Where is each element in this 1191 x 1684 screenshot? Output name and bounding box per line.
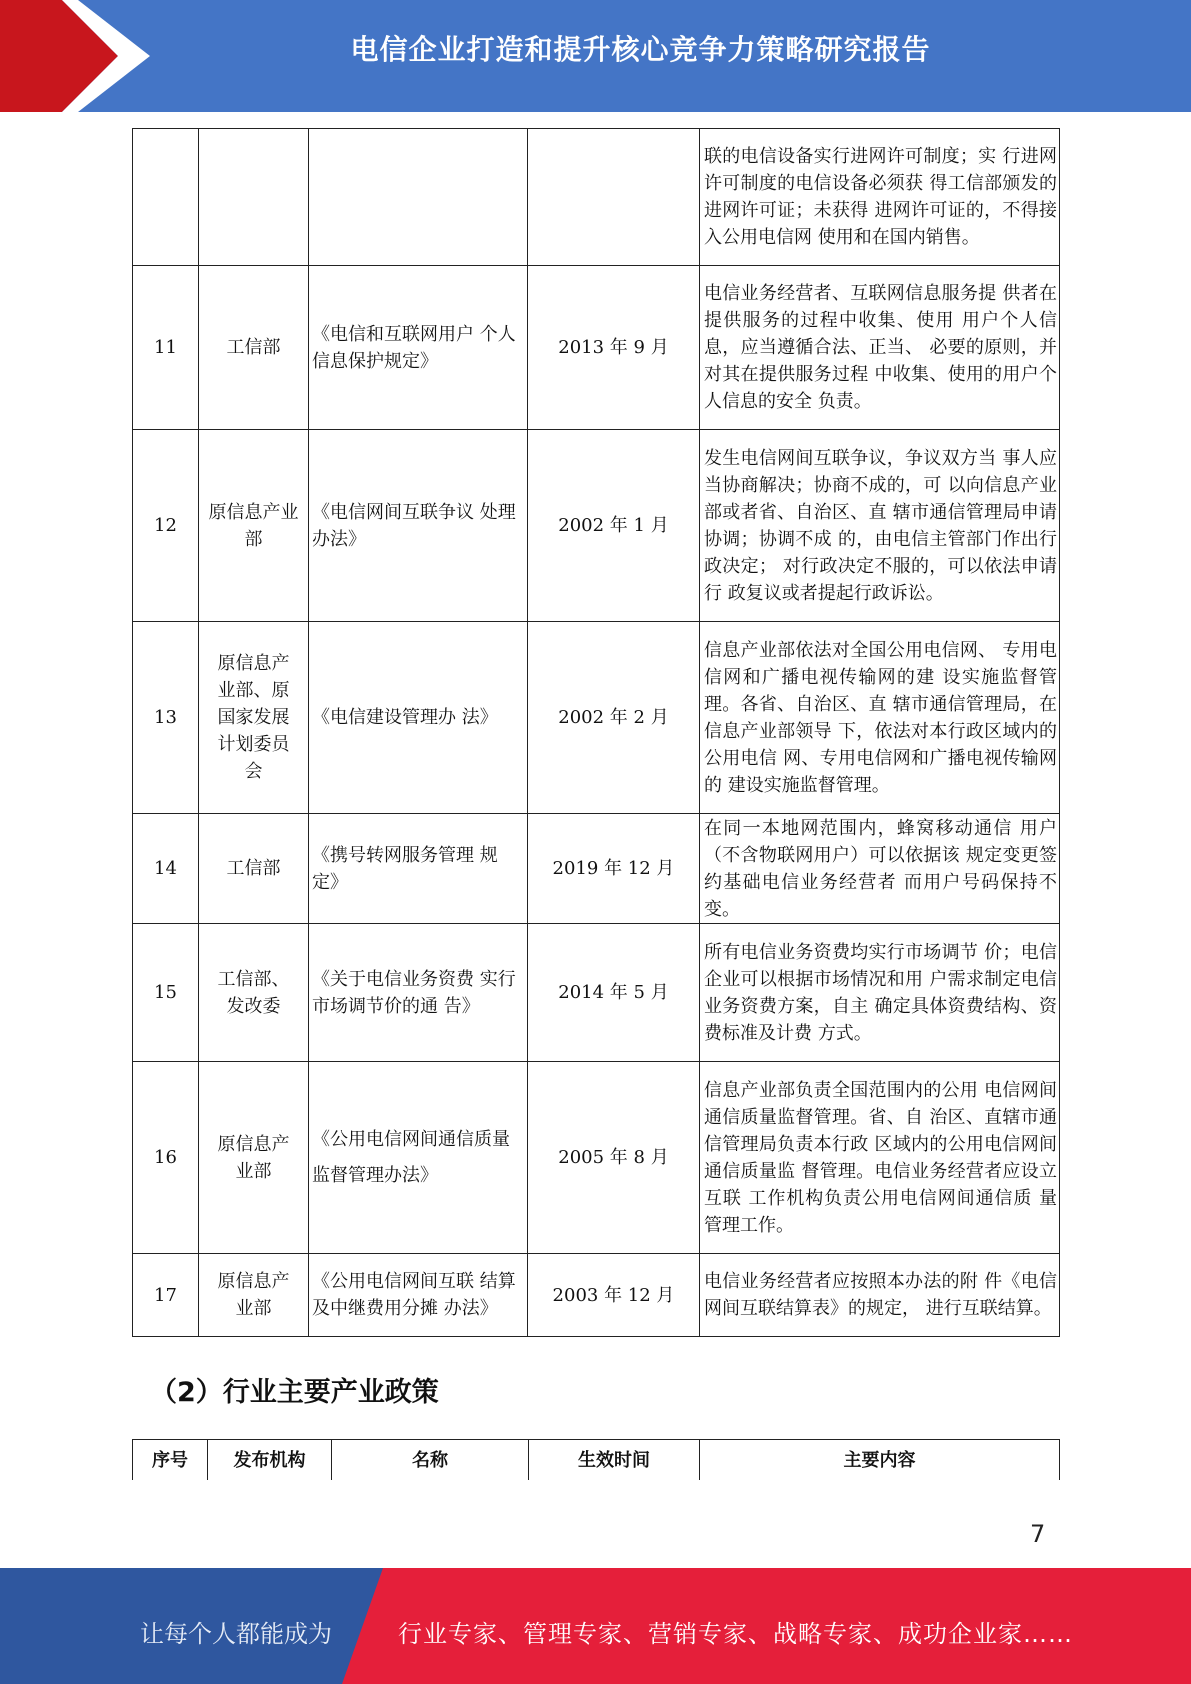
row-date xyxy=(528,129,700,266)
row-content: 联的电信设备实行进网许可制度；实 行进网许可制度的电信设备必须获 得工信部颁发的进网许可证；未获得 进网许可证的，不得接入公用电信网 使用和在国内销售。 xyxy=(700,129,1060,266)
row-name: 《电信建设管理办 法》 xyxy=(309,622,528,814)
row-date: 2003 年 12 月 xyxy=(528,1254,700,1337)
row-content: 信息产业部依法对全国公用电信网、 专用电信网和广播电视传输网的建 设实施监督管理。各省、自治区、直 辖市通信管理局，在信息产业部领导 下，依法对本行政区域内的公用电信 网、专用电信网和广播电视传输网的 建设实施监督管理。 xyxy=(700,622,1060,814)
row-name xyxy=(309,129,528,266)
policy-table-header-row xyxy=(133,1440,1060,1481)
row-org: 原信息产业部 xyxy=(199,1062,309,1254)
header-content: 主要内容 xyxy=(700,1440,1060,1481)
table-row xyxy=(133,1062,1060,1254)
report-title: 电信企业打造和提升核心竞争力策略研究报告 xyxy=(350,33,931,66)
row-date: 2002 年 1 月 xyxy=(528,430,700,622)
row-org: 原信息产业部 xyxy=(199,1254,309,1337)
row-date: 2002 年 2 月 xyxy=(528,622,700,814)
policy-table xyxy=(132,1439,1060,1480)
row-name: 《公用电信网间互联 结算及中继费用分摊 办法》 xyxy=(309,1254,528,1337)
row-content: 发生电信网间互联争议，争议双方当 事人应当协商解决；协商不成的，可 以向信息产业部或者省、自治区、直 辖市通信管理局申请协调；协调不成 的，由电信主管部门作出行政决定； 对行政决定不服的，可以依法申请行 政复议或者提起行政诉讼。 xyxy=(700,430,1060,622)
regulation-table xyxy=(132,128,1060,1337)
page-number: 7 xyxy=(1030,1520,1046,1548)
row-org xyxy=(199,129,309,266)
footer-slogan-right: 行业专家、管理专家、营销专家、战略专家、成功企业家…… xyxy=(398,1620,1073,1648)
row-number: 15 xyxy=(133,924,199,1062)
row-name: 《电信和互联网用户 个人信息保护规定》 xyxy=(309,266,528,430)
table-row xyxy=(133,924,1060,1062)
table-row xyxy=(133,266,1060,430)
row-name: 《关于电信业务资费 实行市场调节价的通 告》 xyxy=(309,924,528,1062)
row-content: 电信业务经营者、互联网信息服务提 供者在提供服务的过程中收集、使用 用户个人信息，应当遵循合法、正当、 必要的原则，并对其在提供服务过程 中收集、使用的用户个人信息的安全 负责。 xyxy=(700,266,1060,430)
row-number: 12 xyxy=(133,430,199,622)
header-date: 生效时间 xyxy=(529,1440,700,1481)
section-heading: （2）行业主要产业政策 xyxy=(150,1377,439,1408)
row-content: 信息产业部负责全国范围内的公用 电信网间通信质量监督管理。省、自 治区、直辖市通信管理局负责本行政 区域内的公用电信网间通信质量监 督管理。电信业务经营者应设立互联 工作机构负责公用电信网间通信质 量管理工作。 xyxy=(700,1062,1060,1254)
row-number xyxy=(133,129,199,266)
table-row xyxy=(133,622,1060,814)
row-number: 14 xyxy=(133,814,199,924)
table-row xyxy=(133,430,1060,622)
page-header xyxy=(0,0,1191,112)
row-number: 16 xyxy=(133,1062,199,1254)
table-row xyxy=(133,814,1060,924)
row-date: 2014 年 5 月 xyxy=(528,924,700,1062)
row-name: 《公用电信网间通信质量监督管理办法》 xyxy=(309,1062,528,1254)
row-org: 工信部 xyxy=(199,814,309,924)
row-name: 《携号转网服务管理 规定》 xyxy=(309,814,528,924)
row-number: 17 xyxy=(133,1254,199,1337)
footer-slogan-left: 让每个人都能成为 xyxy=(140,1620,332,1648)
row-org: 原信息产业部、原国家发展计划委员会 xyxy=(199,622,309,814)
row-date: 2019 年 12 月 xyxy=(528,814,700,924)
row-org: 原信息产业部 xyxy=(199,430,309,622)
row-content: 电信业务经营者应按照本办法的附 件《电信网间互联结算表》的规定， 进行互联结算。 xyxy=(700,1254,1060,1337)
page-footer xyxy=(0,1568,1191,1684)
table-row xyxy=(133,1254,1060,1337)
row-content: 在同一本地网范围内，蜂窝移动通信 用户（不含物联网用户）可以依据该 规定变更签约基础电信业务经营者 而用户号码保持不变。 xyxy=(700,814,1060,924)
header-number: 序号 xyxy=(133,1440,208,1481)
row-number: 11 xyxy=(133,266,199,430)
table-row xyxy=(133,129,1060,266)
row-org: 工信部、发改委 xyxy=(199,924,309,1062)
row-number: 13 xyxy=(133,622,199,814)
row-name: 《电信网间互联争议 处理办法》 xyxy=(309,430,528,622)
header-name: 名称 xyxy=(332,1440,529,1481)
row-content: 所有电信业务资费均实行市场调节 价；电信企业可以根据市场情况和用 户需求制定电信业务资费方案，自主 确定具体资费结构、资费标准及计费 方式。 xyxy=(700,924,1060,1062)
header-org: 发布机构 xyxy=(208,1440,332,1481)
row-org: 工信部 xyxy=(199,266,309,430)
row-date: 2013 年 9 月 xyxy=(528,266,700,430)
row-date: 2005 年 8 月 xyxy=(528,1062,700,1254)
